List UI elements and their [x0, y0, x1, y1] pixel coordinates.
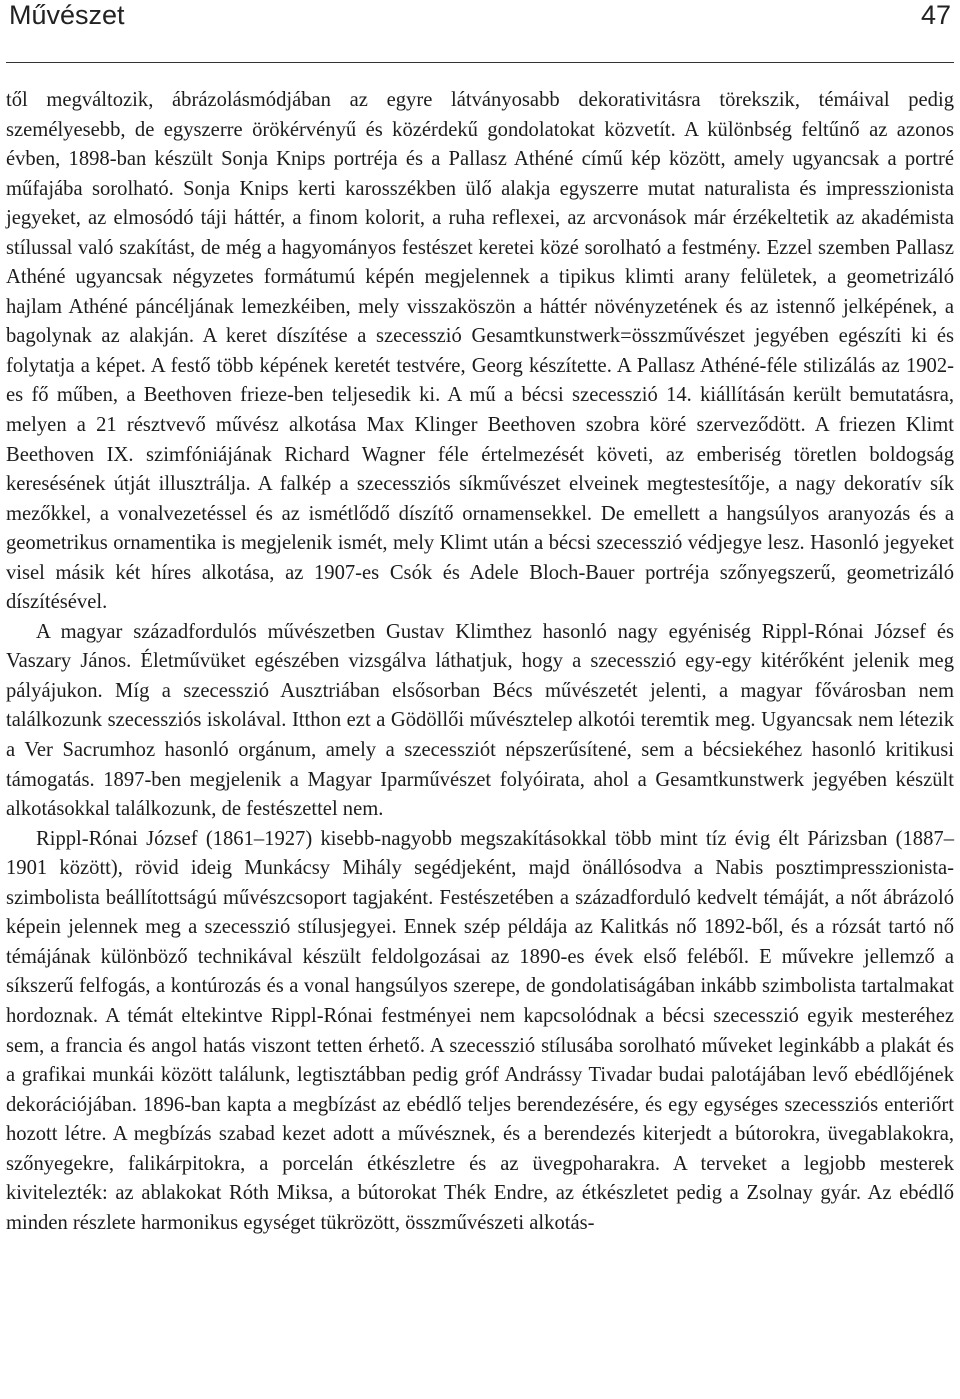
page-number: 47	[920, 0, 951, 30]
paragraph-hungarian-secession: A magyar századfordulós művészetben Gustav Klimthez hasonló nagy egyéniség Rippl-Rónai József és Vaszary János. Életművüket egészében vizsgálva láthatjuk, hogy a szecesszió egy-egy kitérőként jelenik meg pályájukon. Míg a szecesszió Ausztriában elsősorban Bécs művészetét jelenti, a magyar fővárosban nem találkozunk szecessziós iskolával. Itthon ezt a Gödöllői művésztelep alkotói teremtik meg. Ugyancsak nem létezik a Ver Sacrumhoz hasonló orgánum, amely a szecessziót népszerűsítené, sem a bécsiekéhez hasonló kritikusi támogatás. 1897-ben megjelenik a Magyar Iparművészet folyóirata, ahol a Gesamtkunstwerk jegyében készült alkotásokkal találkozunk, de festészettel nem.	[6, 620, 954, 821]
paragraph-continued: től megváltozik, ábrázolásmódjában az egyre látványosabb dekorativitásra törekszik, témáival pedig személyesebb, de egyszerre örökérvényű és közérdekű gondolatokat közvetít. A különbség feltűnő az azonos évben, 1898-ban készült Sonja Knips portréja és a Pallasz Athéné című kép között, amely ugyancsak a portré műfajába sorolható. Sonja Knips kerti karosszékben ülő alakja egyszerre mutat naturalista és impresszionista jegyeket, az elmosódó táji háttér, a finom kolorit, a ruha reflexei, az arcvonások már érzékeltetik az akadémista stílussal való szakítást, de még a hagyományos festészet keretei közé sorolható a festmény. Ezzel szemben Pallasz Athéné ugyancsak négyzetes formátumú képén megjelennek a tipikus klimti arany felületek, a geometrizáló hajlam Athéné páncéljának lemezkéiben, mely visszaköszön a háttér növényzetének és az istennő jelképének, a bagolynak az alakján. A keret díszítése a szecesszió Gesamtkunstwerk=összművészet jegyében egészíti ki és folytatja a képet. A festő több képének keretét testvére, Georg készítette. A Pallasz Athéné-féle stilizálás az 1902-es fő műben, a Beethoven frieze-ben teljesedik ki. A mű a bécsi szecesszió 14. kiállításán került bemutatásra, melyen a 21 résztvevő művész alkotása Max Klinger Beethoven szobra köré szerveződött. A friezen Klimt Beethoven IX. szimfóniájának Richard Wagner féle értelmezését követi, az emberiség töretlen boldogság keresésének útját illusztrálja. A falkép a szecessziós síkművészet elveinek megtestesítője, a nagy dekoratív sík mezőkkel, a vonalvezetéssel és az ismétlődő díszítő ornamensekkel. De emellett a hangsúlyos aranyozás és a geometrikus ornamentika is megjelenik ismét, mely Klimt után a bécsi szecesszió védjegye lesz. Hasonló jegyeket visel másik két híres alkotása, az 1907-es Csók és Adele Bloch-Bauer portréja szőnyegszerű, geometrizáló díszítésével.	[6, 89, 954, 614]
running-header	[6, 0, 954, 52]
header-rule	[6, 62, 954, 63]
section-title: Művészet	[9, 0, 125, 30]
paragraph-rippl-ronai: Rippl-Rónai József (1861–1927) kisebb-nagyobb megszakításokkal több mint tíz évig élt Párizsban (1887–1901 között), rövid ideig Munkácsy Mihály segédjeként, majd önállósodva a Nabis posztimpresszionista-szimbolista beállítottságú művészcsoport tagjaként. Festészetében a századforduló kedvelt témáját, a nőt ábrázoló képein jelennek meg a szecesszió stílusjegyei. Ennek szép példája az Kalitkás nő 1892-ből, és a rózsát tartó nő témájának különböző technikával készült feldolgozásai az 1890-es évek első feléből. E művekre jellemző a síkszerű felfogás, a kontúrozás és a vonal hangsúlyos szerepe, de gondolatiságában inkább szimbolista tartalmakat hordoznak. A témát eltekintve Rippl-Rónai festményei nem kapcsolódnak a bécsi szecesszió egyik mesteréhez sem, a francia és angol hatás viszont tetten érhető. A szecesszió stílusába sorolható műveket leginkább a plakát és a grafikai munkái között találunk, legtisztábban pedig gróf Andrássy Tivadar budai palotájában levő ebédlőjének dekorációjában. 1896-ban kapta a megbízást az ebédlő teljes berendezésére, és egy egységes szecessziós enteriőrt hozott létre. A megbízás szabad kezet adott a művésznek, és a berendezés kiterjedt a bútorokra, üvegablakokra, szőnyegekre, falikárpitokra, a porcelán étkészletre és az üvegpoharakra. A terveket a legjobb mesterek kivitelezték: az ablakokat Róth Miksa, a bútorokat Thék Endre, az étkészletet pedig a Zsolnay gyár. Az ebédlő minden részlete harmonikus egységet tükrözött, összművészeti alkotás-	[6, 827, 954, 1234]
body-text	[6, 86, 954, 1238]
